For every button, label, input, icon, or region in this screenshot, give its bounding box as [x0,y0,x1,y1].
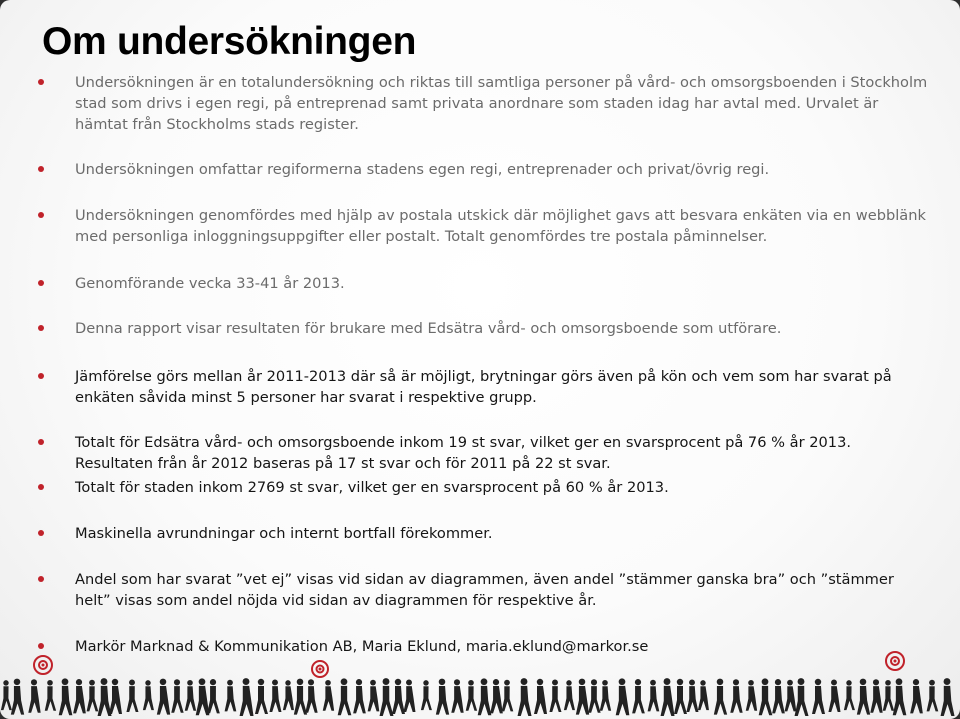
person-silhouette [225,680,237,712]
bullet-item [75,432,930,474]
person-silhouette [844,680,855,710]
person-silhouette [353,679,366,713]
person-silhouette [143,680,154,710]
person-silhouette [98,678,112,716]
bullet-text: Genomförande vecka 33-41 år 2013. [75,275,345,292]
person-silhouette [883,680,894,711]
bullet-item [75,523,930,544]
person-silhouette [746,680,757,711]
person-silhouette [534,679,547,714]
person-silhouette [674,679,687,714]
person-silhouette [730,679,742,712]
bullet-text: Andel som har svarat ”vet ej” visas vid sidan av diagrammen, även andel ”stämmer ganska bra” och ”stämmer helt” visas som andel nöjda vid sidan av diagrammen för respektive år. [75,571,894,609]
person-silhouette [196,678,210,715]
person-silhouette [828,679,840,712]
person-silhouette [392,679,405,714]
bullet-item [75,569,930,611]
bullet-item [75,366,930,408]
person-silhouette [185,680,196,711]
person-silhouette [11,679,24,715]
person-silhouette [600,680,611,711]
walking-crowd-illustration [0,648,960,719]
person-silhouette [941,678,955,716]
person-silhouette [1,680,12,710]
bullet-text: Undersökningen genomfördes med hjälp av postala utskick där möjlighet gavs att besvara enkäten via en webblänk med personliga inloggningsuppgifter eller postalt. Totalt genomfördes tre postala påminnelser. [75,207,926,245]
person-silhouette [338,678,352,715]
person-silhouette [403,679,415,712]
person-silhouette [305,679,317,712]
bullet-text: Undersökningen omfattar regiformerna stadens egen regi, entreprenader och privat/övrig regi. [75,161,770,178]
person-silhouette [126,679,138,712]
bullet-item [75,477,930,498]
person-silhouette [661,678,675,716]
person-silhouette [893,678,907,715]
bullet-item [75,159,930,180]
bullet-icon [38,325,44,331]
bullet-icon [38,280,44,286]
person-silhouette [207,679,220,713]
bullet-icon [38,79,44,85]
person-silhouette [490,679,503,713]
person-silhouette [478,678,492,715]
person-silhouette [564,680,575,710]
person-silhouette [616,678,630,715]
person-silhouette [87,680,99,712]
person-silhouette [576,679,589,715]
person-silhouette [714,679,727,715]
page-title: Om undersökningen [42,20,417,63]
person-silhouette [549,679,561,712]
person-silhouette [157,679,170,715]
person-silhouette [759,678,773,715]
bullet-icon [38,576,44,582]
person-silhouette [171,679,183,712]
person-silhouette [785,680,797,712]
bullet-text: Jämförelse görs mellan år 2011-2013 där så är möjligt, brytningar görs även på kön och vem som har svarat på enkäten såvida minst 5 personer har svarat i respektive grupp. [75,368,892,406]
person-silhouette [421,680,432,710]
person-silhouette [795,678,809,716]
person-silhouette [910,679,923,713]
person-silhouette [686,679,698,712]
person-silhouette [812,679,825,714]
bullet-icon [38,212,44,218]
person-silhouette [698,680,709,710]
bullet-text: Maskinella avrundningar och internt bortfall förekommer. [75,525,493,542]
person-silhouette [648,680,660,712]
person-silhouette [380,678,394,716]
person-silhouette [283,680,294,710]
person-silhouette [870,679,882,712]
bullet-text: Totalt för staden inkom 2769 st svar, vilket ger en svarsprocent på 60 % år 2013. [75,479,669,496]
bullet-text: Markör Marknad & Kommunikation AB, Maria Eklund, maria.eklund@markor.se [75,638,649,655]
person-silhouette [436,679,449,715]
target-icon [312,661,328,677]
person-silhouette [109,679,122,714]
bullet-item [75,72,930,135]
bullet-item [75,273,930,294]
person-silhouette [368,680,380,712]
person-silhouette [451,679,463,712]
person-silhouette [857,679,870,715]
person-silhouette [294,679,307,715]
bullet-icon [38,373,44,379]
person-silhouette [927,680,939,712]
person-silhouette [73,679,86,713]
bullet-icon [38,439,44,445]
bullet-icon [38,530,44,536]
target-icon [886,652,904,670]
bullet-text: Totalt för Edsätra vård- och omsorgsboende inkom 19 st svar, vilket ger en svarsprocent på 76 % år 2013. Resultaten från år 2012 baseras på 17 st svar och för 2011 på 22 st svar. [75,434,852,472]
person-silhouette [45,680,56,711]
bullet-icon [38,484,44,490]
person-silhouette [240,678,254,716]
person-silhouette [772,679,785,713]
person-silhouette [269,679,281,712]
bullet-text: Denna rapport visar resultaten för brukare med Edsätra vård- och omsorgsboende som utförare. [75,320,782,337]
bullet-icon [38,166,44,172]
person-silhouette [588,679,600,712]
bullet-text: Undersökningen är en totalundersökning och riktas till samtliga personer på vård- och omsorgsboenden i Stockholm stad som drivs i egen regi, på entreprenad samt privata anordnare som staden idag har avtal med. Urvalet är hämtat från Stockholms stads register. [75,74,928,133]
person-silhouette [323,680,334,711]
person-silhouette [518,678,532,716]
person-silhouette [632,679,645,713]
person-silhouette [502,680,514,712]
target-icon [34,656,52,674]
person-silhouette [466,680,477,711]
person-silhouette [255,679,268,714]
person-silhouette [59,678,73,715]
person-silhouette [28,679,40,712]
bullet-item [75,205,930,247]
bullet-item [75,318,930,339]
